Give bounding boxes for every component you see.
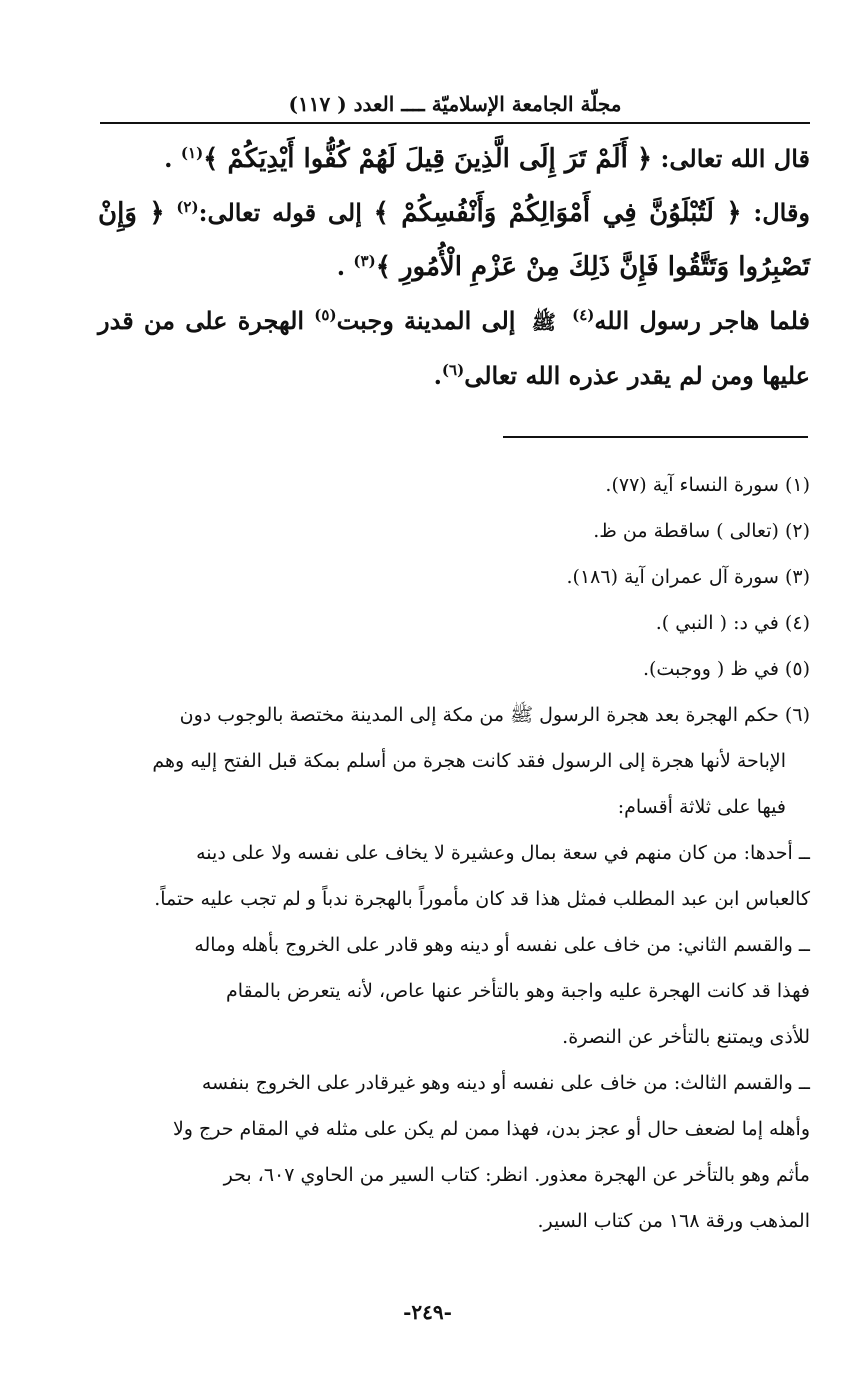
body-text: فلما هاجر رسول الله bbox=[594, 306, 810, 335]
footnote-2: (٢) (تعالى ) ساقطة من ظ. bbox=[593, 520, 810, 542]
footnote-ref: (٥) bbox=[314, 306, 337, 324]
footnote-6-section-3: مأثم وهو بالتأخر عن الهجرة معذور. انظر: كتاب السير من الحاوي ٦٠٧، بحر bbox=[223, 1164, 810, 1186]
page-number: -٢٤٩- bbox=[403, 1300, 452, 1324]
footnote-6-section-3: المذهب ورقة ١٦٨ من كتاب السير. bbox=[537, 1210, 810, 1232]
footnote-ref: (١) bbox=[180, 144, 204, 162]
footnote-1: (١) سورة النساء آية (٧٧). bbox=[605, 474, 810, 496]
intro-text: وقال: bbox=[753, 198, 810, 227]
period: . bbox=[433, 361, 442, 390]
body-text: إلى المدينة وجبت bbox=[336, 306, 516, 335]
footnote-ref: (٢) bbox=[176, 198, 199, 216]
footnote-6-section-1: ــ أحدها: من كان منهم في سعة بمال وعشيرة لا يخاف على نفسه ولا على دينه bbox=[196, 842, 810, 864]
intro-text: قال الله تعالى: bbox=[660, 144, 810, 173]
journal-title: مجلّة الجامعة الإسلاميّة ــــ العدد ( ١١٧) bbox=[288, 92, 622, 116]
footnote-6-section-3: وأهله إما لضعف حال أو عجز بدن، فهذا ممن لم يكن على مثله في المقام حرج ولا bbox=[172, 1118, 810, 1140]
footnote-ref: (٣) bbox=[353, 252, 376, 270]
main-text bbox=[98, 132, 810, 403]
paragraph-2 bbox=[98, 186, 810, 294]
body-text: الهجرة على من قدر عليها ومن لم يقدر عذره الله تعالى bbox=[98, 306, 810, 390]
footnote-6-section-1: كالعباس ابن عبد المطلب فمثل هذا قد كان مأموراً بالهجرة ندباً و لم تجب عليه حتماً. bbox=[154, 888, 810, 910]
salutation-glyph: ﷺ bbox=[531, 310, 556, 334]
footnotes bbox=[98, 462, 810, 1244]
footnote-6-section-2: فهذا قد كانت الهجرة عليه واجبة وهو بالتأخر عنها عاص، لأنه يتعرض بالمقام bbox=[225, 980, 810, 1002]
period: . bbox=[336, 252, 346, 281]
footnote-4: (٤) في د: ( النبي ). bbox=[655, 612, 810, 634]
period: . bbox=[164, 144, 173, 173]
footnote-6-line: (٦) حكم الهجرة بعد هجرة الرسول ﷺ من مكة إلى المدينة مختصة بالوجوب دون bbox=[179, 704, 810, 726]
footnote-6-line: الإباحة لأنها هجرة إلى الرسول فقد كانت هجرة من أسلم بمكة قبل الفتح إليه وهم bbox=[152, 750, 786, 772]
footnote-3: (٣) سورة آل عمران آية (١٨٦). bbox=[566, 566, 810, 588]
footnote-6-section-3: ــ والقسم الثالث: من خاف على نفسه أو دينه وهو غيرقادر على الخروج بنفسه bbox=[201, 1072, 810, 1094]
quran-verse: ﴿ وَإِنْ تَصْبِرُوا وَتَتَّقُوا فَإِنَّ ذَلِكَ مِنْ عَزْمِ الْأُمُورِ ﴾ bbox=[98, 198, 810, 282]
running-header bbox=[100, 86, 810, 124]
quran-verse: ﴿ لَتُبْلَوُنَّ فِي أَمْوَالِكُمْ وَأَنْفُسِكُمْ ﴾ bbox=[373, 198, 742, 228]
footnote-6-section-2: ــ والقسم الثاني: من خاف على نفسه أو دينه وهو قادر على الخروج بأهله وماله bbox=[194, 934, 810, 956]
quran-verse: ﴿ أَلَمْ تَرَ إِلَى الَّذِينَ قِيلَ لَهُمْ كُفُّوا أَيْدِيَكُمْ ﴾ bbox=[203, 144, 653, 174]
footnote-5: (٥) في ظ ( ووجبت). bbox=[642, 658, 810, 680]
footnote-ref: (٦) bbox=[441, 361, 465, 379]
footnote-separator bbox=[503, 436, 808, 438]
footnote-ref: (٤) bbox=[572, 306, 595, 324]
paragraph-3 bbox=[98, 294, 810, 403]
footnote-6-line: فيها على ثلاثة أقسام: bbox=[617, 796, 786, 818]
connector-text: إلى قوله تعالى: bbox=[198, 198, 362, 227]
paragraph-1 bbox=[98, 132, 810, 186]
footnote-6-section-2: للأذى ويمتنع بالتأخر عن النصرة. bbox=[562, 1026, 810, 1048]
